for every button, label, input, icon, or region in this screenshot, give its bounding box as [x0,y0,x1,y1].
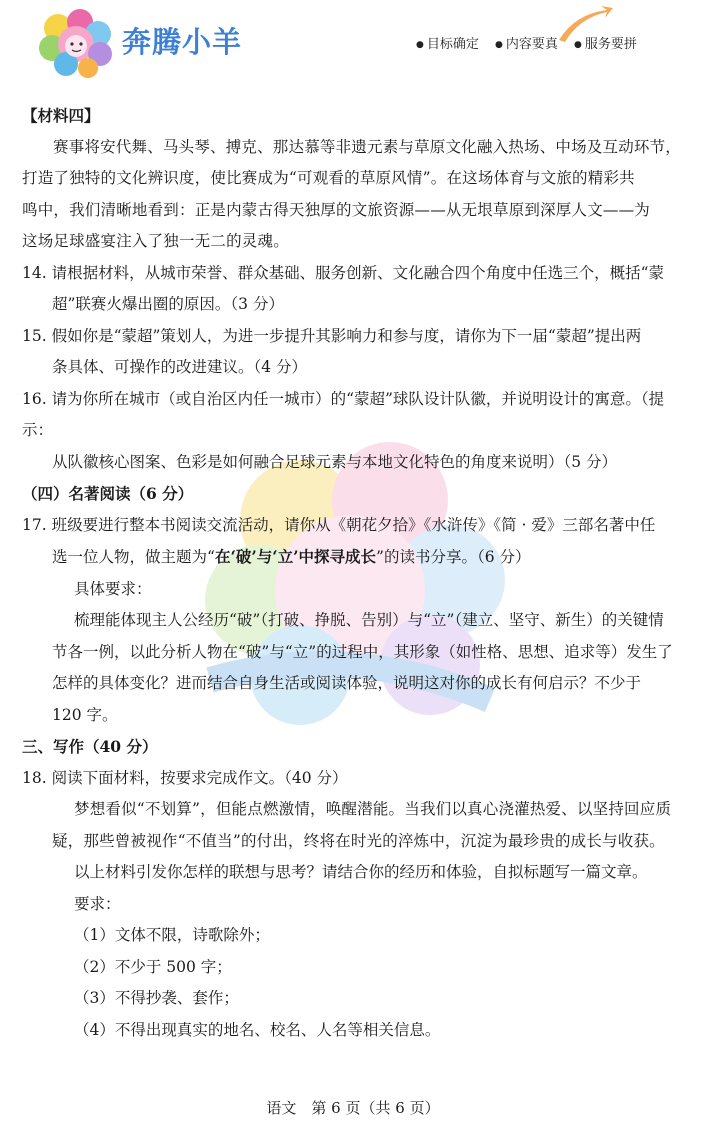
exam-content [22,100,686,1046]
essay-prompt: 以上材料引发你怎样的联想与思考？请结合你的经历和体验，自拟标题写一篇文章。 [74,863,648,881]
essay-requirement: （2）不少于 500 字； [74,957,232,976]
slogan-tags [416,33,649,52]
essay-requirement-title: 要求： [74,894,121,913]
slogan-tag: ● 服务要拼 [574,37,637,52]
requirement-line: 120 字。 [52,705,118,724]
question-18-line: 18. 阅读下面材料，按要求完成作文。（40 分） [22,768,348,787]
question-15-line: 15. 假如你是“蒙超”策划人，为进一步提升其影响力和参与度，请你为下一届“蒙超”提出两 [22,326,642,345]
question-17-line: 17. 班级要进行整本书阅读交流活动，请你从《朝花夕拾》《水浒传》《简 · 爱》三部名著中任 [22,515,656,534]
question-17-text: ”的读书分享。（6 分） [376,548,531,566]
material-title: 【材料四】 [22,106,100,125]
essay-requirement: （4）不得出现真实的地名、校名、人名等相关信息。 [74,1020,441,1039]
material-line: 赛事将安代舞、马头琴、搏克、那达慕等非遗元素与草原文化融入热场、中场及互动环节， [53,137,682,156]
question-14-line: 14. 请根据材料，从城市荣誉、群众基础、服务创新、文化融合四个角度中任选三个，概括“蒙 [22,263,665,282]
section-heading: （四）名著阅读（6 分） [22,484,194,503]
question-17-line [22,541,686,574]
essay-requirement: （3）不得抄袭、套作； [74,989,239,1007]
question-16-line: 16. 请为你所在城市（或自治区内任一城市）的“蒙超”球队设计队徽，并说明设计的寓意。（提示： [22,389,665,439]
requirement-line: 怎样的具体变化？进而结合自身生活或阅读体验，说明这对你的成长有何启示？不少于 [52,674,642,692]
question-16-line: 从队徽核心图案、色彩是如何融合足球元素与本地文化特色的角度来说明）（5 分） [52,452,618,471]
brand-name: 奔腾小羊 [122,25,243,59]
question-15-line: 条具体、可操作的改进建议。（4 分） [52,358,308,376]
page-footer: 语文 第 6 页（共 6 页） [266,1099,440,1117]
reading-theme: 在‘破’与‘立’中探寻成长 [214,547,377,566]
essay-material-line: 梦想看似“不划算”，但能点燃激情，唤醒潜能。当我们以真心浇灌热爱、以坚持回应质 [74,800,672,818]
slogan-tag: ● 内容要真 [495,37,558,52]
essay-material-line: 疑，那些曾被视作“不值当”的付出，终将在时光的淬炼中，沉淀为最珍贵的成长与收获。 [52,831,665,850]
sheep-logo-icon [36,8,116,80]
question-17-text: 选一位人物，做主题为“ [52,548,215,566]
essay-requirement: （1）文体不限，诗歌除外； [74,926,270,944]
requirement-line: 梳理能体现主人公经历“破”（打破、挣脱、告别）与“立”（建立、坚守、新生）的关键情 [74,611,664,629]
question-14-line: 超”联赛火爆出圈的原因。（3 分） [52,295,284,313]
material-line: 鸣中，我们清晰地看到：正是内蒙古得天独厚的文旅资源——从无垠草原到深厚人文——为 [22,200,651,219]
slogan-tag: ● 目标确定 [416,37,479,52]
section-heading: 三、写作（40 分） [22,737,158,756]
material-line: 这场足球盛宴注入了独一无二的灵魂。 [22,232,289,250]
requirement-line: 节各一例，以此分析人物在“破”与“立”的过程中，其形象（如性格、思想、追求等）发生了 [52,642,673,661]
page-header [0,0,706,90]
requirement-title: 具体要求： [74,579,152,598]
material-line: 打造了独特的文化辨识度，使比赛成为“可观看的草原风情”。在这场体育与文旅的精彩共 [22,169,635,187]
